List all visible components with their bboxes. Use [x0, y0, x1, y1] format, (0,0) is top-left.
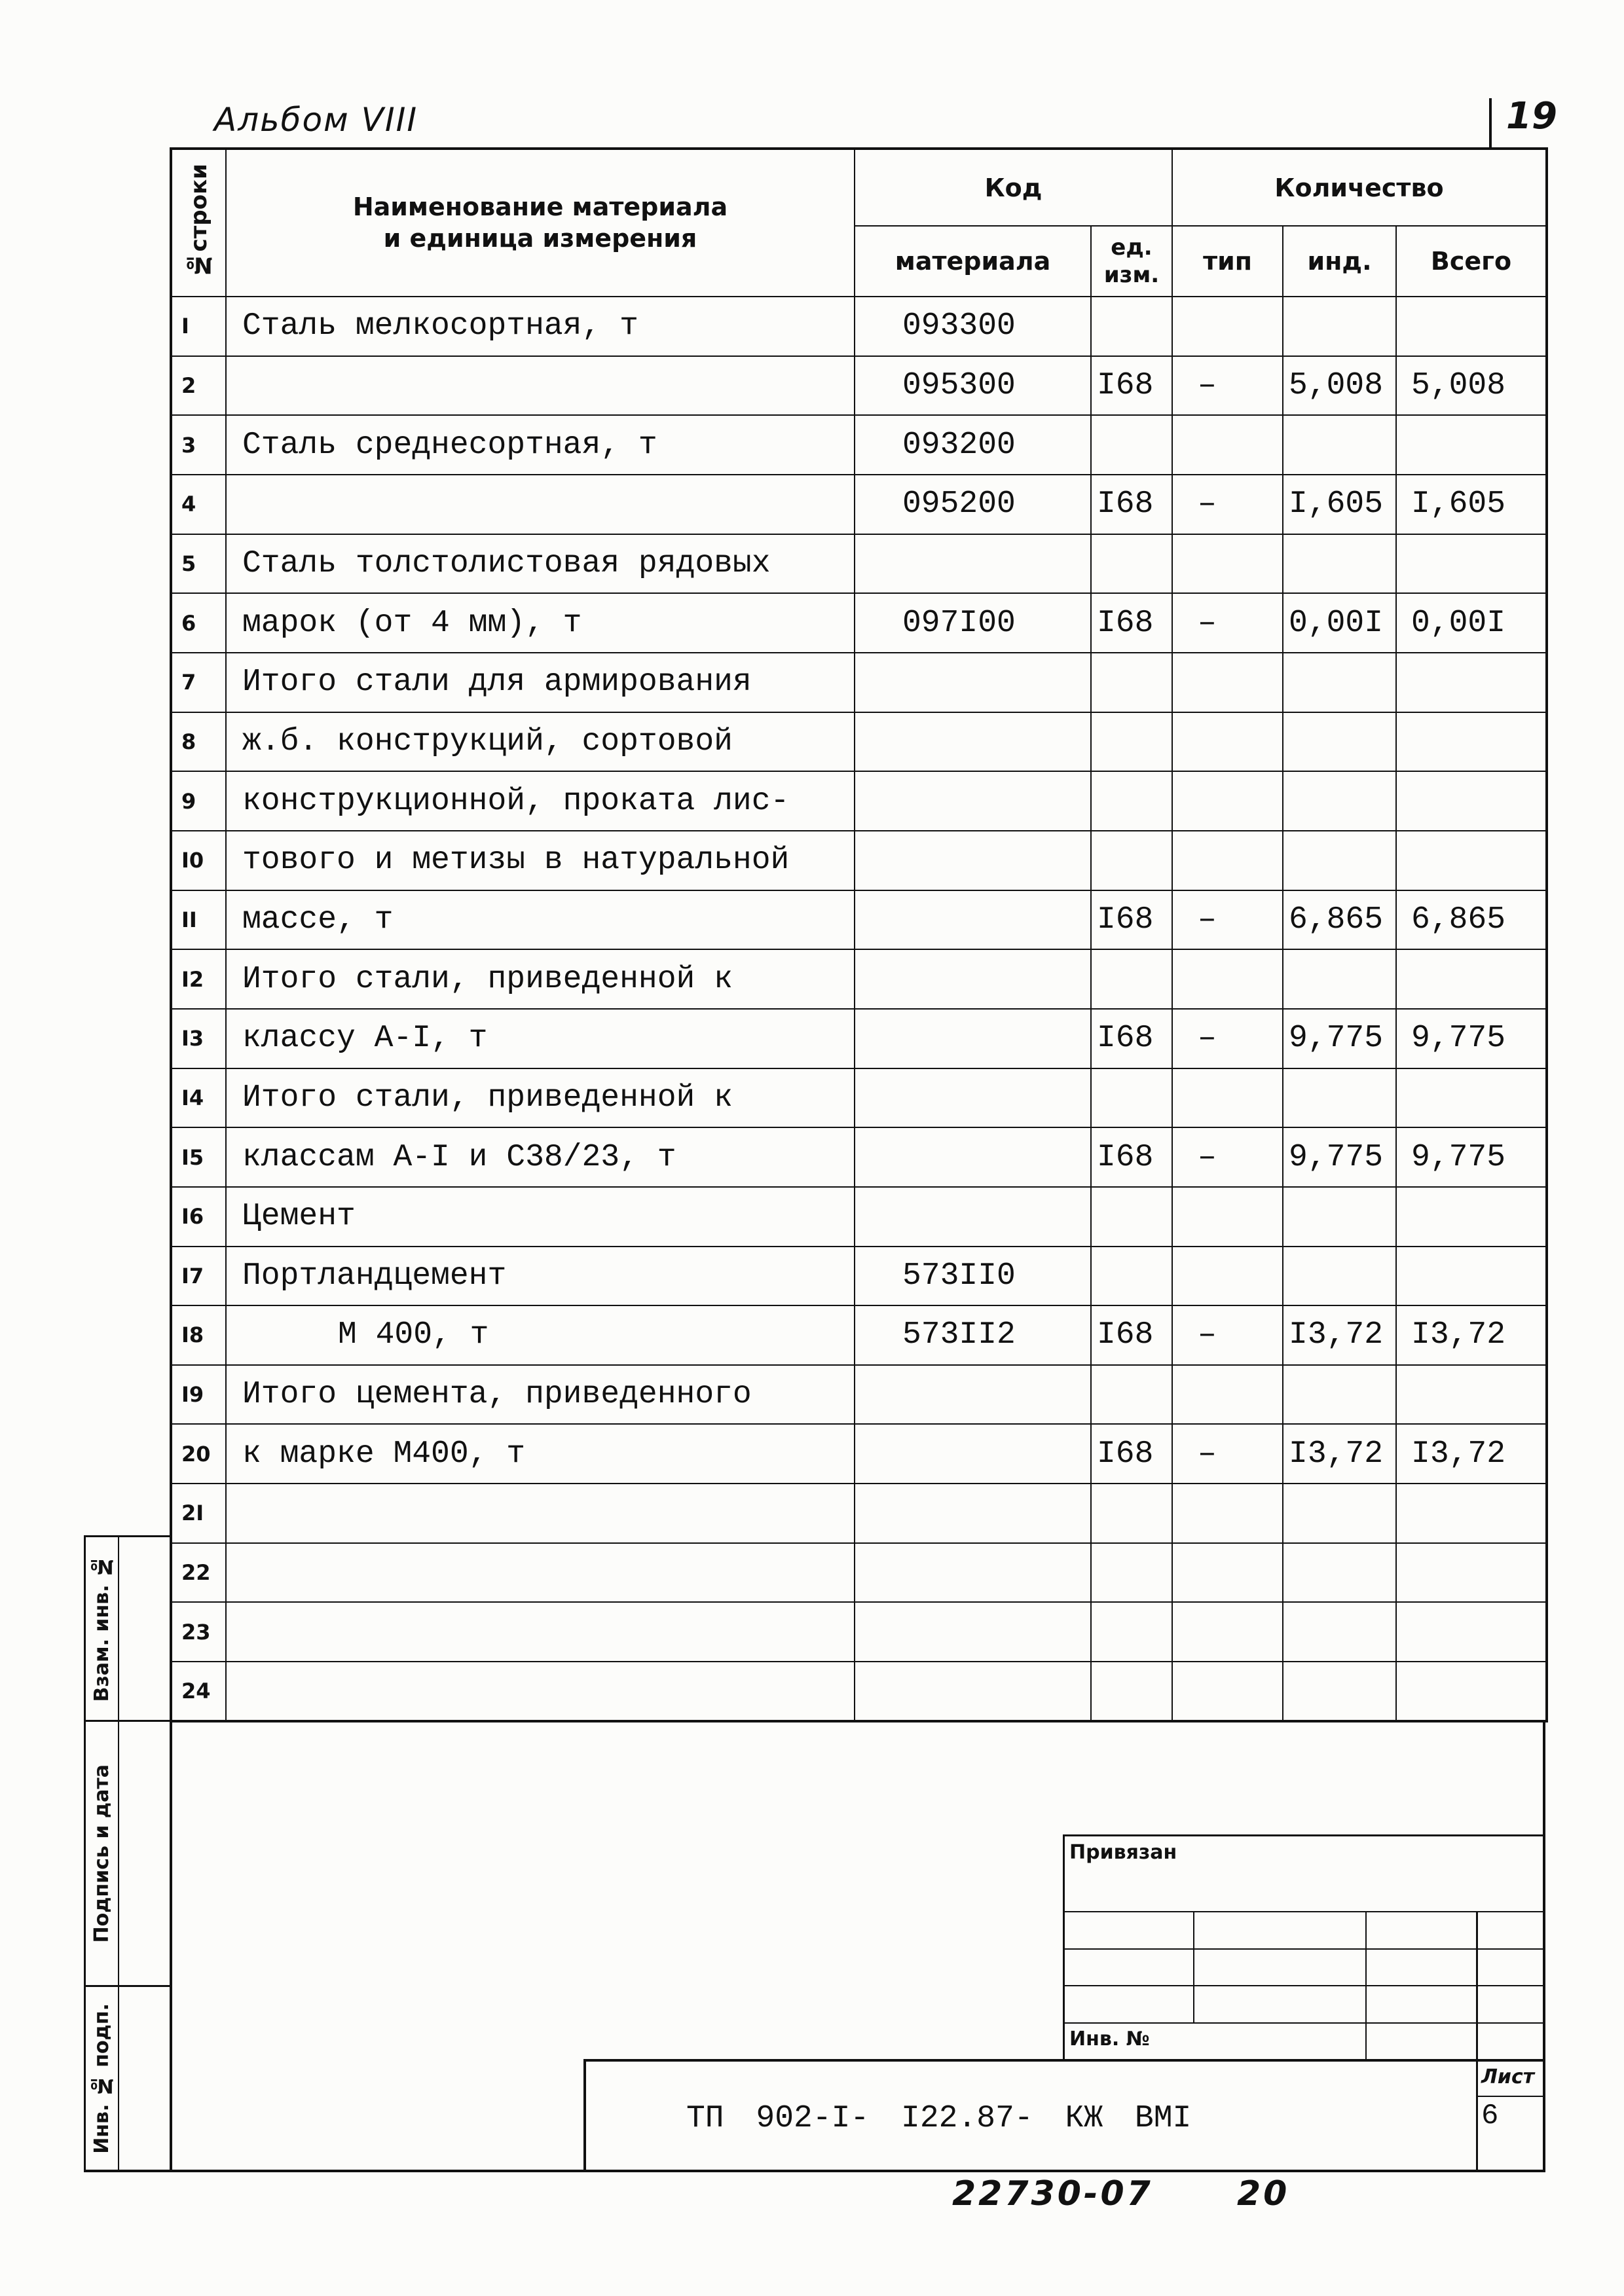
material-code-cell — [855, 712, 1091, 772]
qty-individual-cell — [1283, 1602, 1396, 1662]
qty-individual-cell: I3,72 — [1283, 1424, 1396, 1484]
qty-total-cell — [1396, 1543, 1547, 1603]
qty-type-cell — [1172, 1543, 1283, 1603]
qty-total-cell — [1396, 1247, 1547, 1306]
materials-table — [170, 147, 1548, 1722]
header-qty-type: тип — [1172, 226, 1283, 297]
header-qty-individual: инд. — [1283, 226, 1396, 297]
table-row — [171, 1068, 1547, 1128]
material-code-cell — [855, 653, 1091, 712]
row-number-cell: I3 — [171, 1009, 226, 1068]
row-number-cell: 7 — [171, 653, 226, 712]
material-code-cell — [855, 831, 1091, 890]
sheet-value: 6 — [1481, 2100, 1499, 2132]
material-name-cell: к марке М400, т — [226, 1424, 855, 1484]
table-row — [171, 356, 1547, 416]
qty-total-cell — [1396, 949, 1547, 1009]
header-quantity-group: Количество — [1172, 149, 1547, 226]
qty-individual-cell — [1283, 1247, 1396, 1306]
qty-type-cell: – — [1172, 475, 1283, 534]
header-row-number-label: №строки — [185, 164, 212, 278]
row-number-cell: 4 — [171, 475, 226, 534]
strip-replace-inv-cell — [86, 1537, 118, 1720]
row-number-cell: I0 — [171, 831, 226, 890]
material-name-cell: Сталь толстолистовая рядовых — [226, 534, 855, 594]
material-name-cell — [226, 1484, 855, 1543]
strip-inv-original-cell — [86, 1987, 118, 2170]
qty-individual-cell: 5,008 — [1283, 356, 1396, 416]
qty-individual-cell: I3,72 — [1283, 1305, 1396, 1365]
qty-total-cell: 6,865 — [1396, 890, 1547, 950]
table-row — [171, 415, 1547, 475]
table-row — [171, 1127, 1547, 1187]
qty-individual-cell — [1283, 1068, 1396, 1128]
row-number-cell: II — [171, 890, 226, 950]
stamp-grid-line — [1476, 1911, 1478, 2170]
frame-right-line — [1543, 1720, 1545, 2172]
qty-type-cell: – — [1172, 890, 1283, 950]
qty-total-cell: 0,00I — [1396, 593, 1547, 653]
unit-code-cell — [1091, 1247, 1172, 1306]
qty-total-cell: I3,72 — [1396, 1305, 1547, 1365]
header-material-name-line1: Наименование материала — [352, 192, 728, 221]
material-name-cell: Сталь среднесортная, т — [226, 415, 855, 475]
qty-type-cell — [1172, 297, 1283, 356]
row-number-cell: I2 — [171, 949, 226, 1009]
title-block-left-line — [583, 2059, 586, 2172]
row-number-cell: 24 — [171, 1662, 226, 1721]
table-row — [171, 1602, 1547, 1662]
table-row — [171, 1009, 1547, 1068]
unit-code-cell — [1091, 1187, 1172, 1247]
material-code-cell: 093200 — [855, 415, 1091, 475]
qty-individual-cell — [1283, 1543, 1396, 1603]
material-code-cell: 095200 — [855, 475, 1091, 534]
qty-total-cell: 5,008 — [1396, 356, 1547, 416]
table-header — [171, 149, 1547, 297]
header-material-name-line2: и единица измерения — [383, 223, 697, 253]
qty-individual-cell: 9,775 — [1283, 1009, 1396, 1068]
table-row — [171, 475, 1547, 534]
qty-individual-cell — [1283, 712, 1396, 772]
unit-code-cell — [1091, 771, 1172, 831]
qty-type-cell — [1172, 1602, 1283, 1662]
unit-code-cell — [1091, 653, 1172, 712]
qty-type-cell — [1172, 949, 1283, 1009]
qty-total-cell — [1396, 297, 1547, 356]
strip-signature-date-label: Подпись и дата — [90, 1764, 113, 1943]
table-row — [171, 653, 1547, 712]
header-row-number — [171, 149, 226, 297]
strip-signature-date-cell — [86, 1722, 118, 1985]
qty-type-cell: – — [1172, 356, 1283, 416]
material-code-cell — [855, 1424, 1091, 1484]
material-name-cell: Итого стали для армирования — [226, 653, 855, 712]
material-name-cell: Сталь мелкосортная, т — [226, 297, 855, 356]
material-name-cell: Итого цемента, приведенного — [226, 1365, 855, 1425]
table-row — [171, 712, 1547, 772]
material-code-cell — [855, 1068, 1091, 1128]
material-name-cell: Итого стали, приведенной к — [226, 1068, 855, 1128]
material-code-cell: 093300 — [855, 297, 1091, 356]
unit-code-cell — [1091, 712, 1172, 772]
stamp-grid-line — [1063, 2022, 1545, 2024]
material-code-cell: 095300 — [855, 356, 1091, 416]
stamp-grid-line — [1063, 1911, 1545, 1912]
material-name-cell: М 400, т — [226, 1305, 855, 1365]
qty-type-cell — [1172, 1662, 1283, 1721]
stamp-inv-no-label: Инв. № — [1069, 2028, 1150, 2050]
material-code-cell — [855, 1543, 1091, 1603]
table-row — [171, 890, 1547, 950]
row-number-cell: I5 — [171, 1127, 226, 1187]
table-row — [171, 534, 1547, 594]
stamp-top-line — [1063, 1834, 1545, 1836]
qty-individual-cell: 0,00I — [1283, 593, 1396, 653]
table-row — [171, 1187, 1547, 1247]
material-code-cell: 097I00 — [855, 593, 1091, 653]
qty-total-cell — [1396, 534, 1547, 594]
header-qty-total: Всего — [1396, 226, 1547, 297]
qty-individual-cell — [1283, 653, 1396, 712]
row-number-cell: I8 — [171, 1305, 226, 1365]
page-number-divider — [1489, 98, 1492, 147]
table-row — [171, 1424, 1547, 1484]
qty-individual-cell: 9,775 — [1283, 1127, 1396, 1187]
table-row — [171, 1247, 1547, 1306]
unit-code-cell: I68 — [1091, 1424, 1172, 1484]
footer-number: 20 — [1237, 2174, 1290, 2214]
unit-code-cell — [1091, 1484, 1172, 1543]
unit-code-cell — [1091, 949, 1172, 1009]
qty-type-cell — [1172, 1484, 1283, 1543]
qty-type-cell: – — [1172, 1424, 1283, 1484]
sheet-cell-divider — [1476, 2096, 1545, 2097]
strip-inner-line — [118, 1535, 119, 2172]
material-code-cell — [855, 1187, 1091, 1247]
header-row — [171, 149, 1547, 226]
header-material-name — [226, 149, 855, 297]
unit-code-cell — [1091, 1068, 1172, 1128]
qty-individual-cell — [1283, 534, 1396, 594]
row-number-cell: 2I — [171, 1484, 226, 1543]
qty-individual-cell — [1283, 949, 1396, 1009]
stamp-attached-label: Привязан — [1069, 1841, 1177, 1864]
material-name-cell — [226, 1543, 855, 1603]
table-body — [171, 297, 1547, 1721]
material-name-cell: Портландцемент — [226, 1247, 855, 1306]
qty-individual-cell: 6,865 — [1283, 890, 1396, 950]
material-code-cell — [855, 1365, 1091, 1425]
qty-individual-cell — [1283, 1187, 1396, 1247]
qty-individual-cell: I,605 — [1283, 475, 1396, 534]
qty-type-cell — [1172, 1247, 1283, 1306]
unit-code-cell — [1091, 1602, 1172, 1662]
row-number-cell: 5 — [171, 534, 226, 594]
row-number-cell: 3 — [171, 415, 226, 475]
table-row — [171, 297, 1547, 356]
qty-type-cell — [1172, 712, 1283, 772]
frame-bottom-line — [84, 2170, 1545, 2172]
qty-type-cell — [1172, 534, 1283, 594]
qty-type-cell — [1172, 1068, 1283, 1128]
unit-code-cell: I68 — [1091, 475, 1172, 534]
unit-code-cell — [1091, 1543, 1172, 1603]
table-row — [171, 1365, 1547, 1425]
qty-total-cell — [1396, 653, 1547, 712]
qty-total-cell — [1396, 1068, 1547, 1128]
row-number-cell: I — [171, 297, 226, 356]
material-code-cell — [855, 534, 1091, 594]
unit-code-cell: I68 — [1091, 356, 1172, 416]
material-code-cell — [855, 1127, 1091, 1187]
table-row — [171, 771, 1547, 831]
qty-total-cell: 9,775 — [1396, 1009, 1547, 1068]
material-code-cell — [855, 890, 1091, 950]
material-name-cell — [226, 475, 855, 534]
qty-type-cell — [1172, 653, 1283, 712]
stamp-left-line — [1063, 1834, 1065, 2059]
unit-code-cell: I68 — [1091, 890, 1172, 950]
material-name-cell: Итого стали, приведенной к — [226, 949, 855, 1009]
material-name-cell: массе, т — [226, 890, 855, 950]
material-name-cell: тового и метизы в натуральной — [226, 831, 855, 890]
unit-code-cell: I68 — [1091, 1127, 1172, 1187]
qty-individual-cell — [1283, 1365, 1396, 1425]
qty-individual-cell — [1283, 1484, 1396, 1543]
row-number-cell: 8 — [171, 712, 226, 772]
qty-total-cell — [1396, 1365, 1547, 1425]
table-row — [171, 831, 1547, 890]
qty-total-cell — [1396, 831, 1547, 890]
header-code-unit-line1: ед. — [1111, 234, 1153, 261]
row-number-cell: 22 — [171, 1543, 226, 1603]
material-name-cell: конструкционной, проката лис- — [226, 771, 855, 831]
unit-code-cell — [1091, 534, 1172, 594]
qty-total-cell — [1396, 1602, 1547, 1662]
qty-total-cell: 9,775 — [1396, 1127, 1547, 1187]
row-number-cell: 20 — [171, 1424, 226, 1484]
stamp-grid-line — [1193, 1911, 1194, 2022]
material-code-cell — [855, 1484, 1091, 1543]
unit-code-cell: I68 — [1091, 1009, 1172, 1068]
material-code-cell — [855, 1662, 1091, 1721]
material-name-cell — [226, 1602, 855, 1662]
material-name-cell: марок (от 4 мм), т — [226, 593, 855, 653]
row-number-cell: 23 — [171, 1602, 226, 1662]
qty-type-cell — [1172, 415, 1283, 475]
material-name-cell: ж.б. конструкций, сортовой — [226, 712, 855, 772]
qty-total-cell: I,605 — [1396, 475, 1547, 534]
stamp-grid-line — [1063, 1948, 1545, 1950]
row-number-cell: 6 — [171, 593, 226, 653]
document-designation: ТП 902-I- I22.87- КЖ ВМI — [686, 2101, 1192, 2136]
material-name-cell: классам А-I и С38/23, т — [226, 1127, 855, 1187]
row-number-cell: 9 — [171, 771, 226, 831]
qty-total-cell: I3,72 — [1396, 1424, 1547, 1484]
material-code-cell — [855, 949, 1091, 1009]
row-number-cell: I6 — [171, 1187, 226, 1247]
material-code-cell — [855, 771, 1091, 831]
table-row — [171, 949, 1547, 1009]
strip-replace-inv-label: Взам. инв. № — [90, 1555, 113, 1702]
table-row — [171, 1543, 1547, 1603]
material-code-cell: 573II2 — [855, 1305, 1091, 1365]
header-code-group: Код — [855, 149, 1172, 226]
header-code-unit — [1091, 226, 1172, 297]
header-code-material: материала — [855, 226, 1091, 297]
qty-total-cell — [1396, 771, 1547, 831]
qty-total-cell — [1396, 1662, 1547, 1721]
footer-code: 22730-07 — [952, 2174, 1153, 2214]
table-row — [171, 1305, 1547, 1365]
stamp-grid-line — [1365, 1911, 1367, 2059]
row-number-cell: I4 — [171, 1068, 226, 1128]
material-code-cell — [855, 1009, 1091, 1068]
qty-type-cell — [1172, 831, 1283, 890]
unit-code-cell — [1091, 1662, 1172, 1721]
material-name-cell: Цемент — [226, 1187, 855, 1247]
row-number-cell: I7 — [171, 1247, 226, 1306]
qty-individual-cell — [1283, 415, 1396, 475]
album-label: Альбом VIII — [214, 101, 418, 139]
strip-inv-original-label: Инв. № подп. — [90, 2003, 113, 2154]
qty-individual-cell — [1283, 771, 1396, 831]
table-row — [171, 1662, 1547, 1721]
qty-individual-cell — [1283, 831, 1396, 890]
title-block-top-line — [583, 2059, 1545, 2062]
material-code-cell — [855, 1602, 1091, 1662]
qty-total-cell — [1396, 415, 1547, 475]
qty-total-cell — [1396, 712, 1547, 772]
page-number: 19 — [1506, 95, 1557, 137]
row-number-cell: 2 — [171, 356, 226, 416]
qty-type-cell: – — [1172, 1009, 1283, 1068]
qty-individual-cell — [1283, 1662, 1396, 1721]
table-row — [171, 1484, 1547, 1543]
qty-type-cell — [1172, 771, 1283, 831]
qty-type-cell: – — [1172, 1127, 1283, 1187]
qty-total-cell — [1396, 1187, 1547, 1247]
material-name-cell — [226, 1662, 855, 1721]
qty-total-cell — [1396, 1484, 1547, 1543]
qty-type-cell: – — [1172, 593, 1283, 653]
qty-type-cell — [1172, 1365, 1283, 1425]
qty-type-cell — [1172, 1187, 1283, 1247]
row-number-cell: I9 — [171, 1365, 226, 1425]
unit-code-cell — [1091, 1365, 1172, 1425]
qty-type-cell: – — [1172, 1305, 1283, 1365]
material-name-cell: классу А-I, т — [226, 1009, 855, 1068]
qty-individual-cell — [1283, 297, 1396, 356]
material-code-cell: 573II0 — [855, 1247, 1091, 1306]
frame-left-line — [170, 1720, 172, 2172]
sheet-label: Лист — [1481, 2066, 1535, 2088]
header-code-unit-line2: изм. — [1103, 262, 1160, 288]
unit-code-cell — [1091, 831, 1172, 890]
table-row — [171, 593, 1547, 653]
unit-code-cell — [1091, 297, 1172, 356]
stamp-grid-line — [1063, 1985, 1545, 1986]
unit-code-cell: I68 — [1091, 593, 1172, 653]
material-name-cell — [226, 356, 855, 416]
unit-code-cell: I68 — [1091, 1305, 1172, 1365]
unit-code-cell — [1091, 415, 1172, 475]
